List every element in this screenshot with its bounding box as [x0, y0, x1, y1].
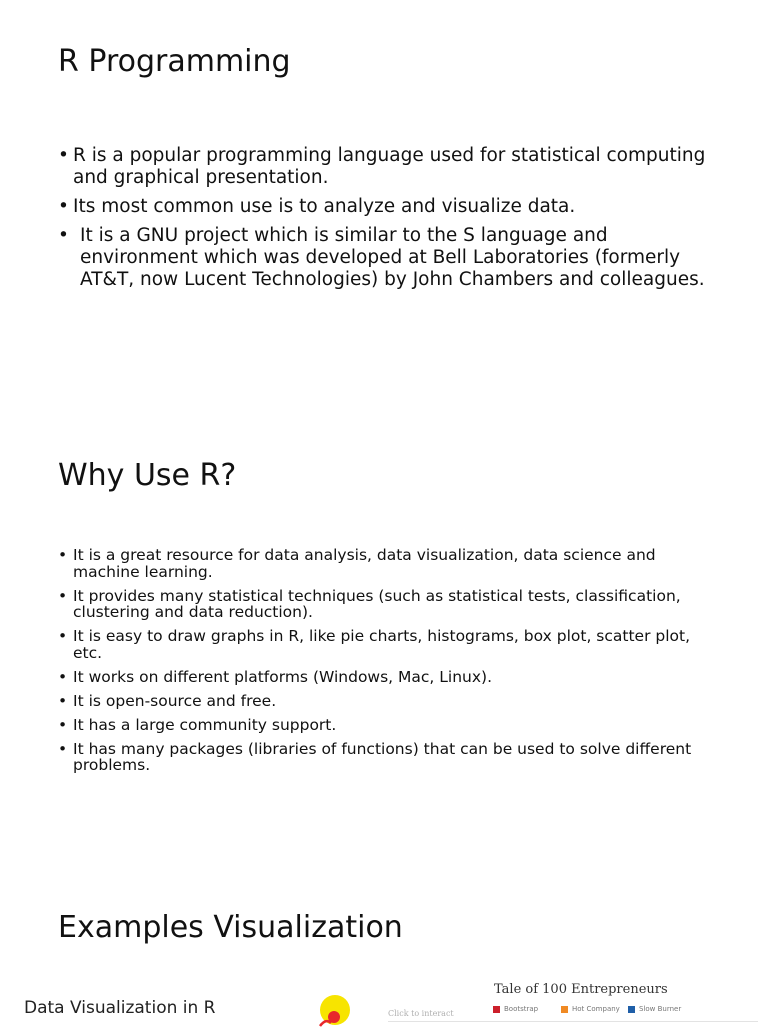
- bullet-text: It is a great resource for data analysis, data visualization, data science and machine learning.: [73, 546, 656, 581]
- bullet-item: [58, 547, 708, 580]
- legend-item-slow-burner: [628, 1004, 681, 1014]
- click-to-interact-text: Click to interact: [388, 1009, 454, 1018]
- bullet-item: [58, 693, 708, 710]
- section-title-why-use-r: Why Use R?: [58, 458, 237, 493]
- bullet-dot: •: [58, 627, 68, 645]
- chart-title: Tale of 100 Entrepreneurs: [494, 982, 668, 997]
- bullet-item: [58, 741, 708, 774]
- legend-label: Hot Company: [572, 1005, 620, 1013]
- bullet-dot: •: [58, 196, 69, 217]
- bullet-item: [58, 225, 708, 291]
- bullet-dot: •: [58, 739, 68, 758]
- bullet-text: It works on different platforms (Windows, Mac, Linux).: [73, 667, 493, 686]
- bullet-dot: •: [58, 715, 68, 734]
- why-use-r-bullet-list: [58, 547, 708, 781]
- bullet-dot: •: [58, 546, 68, 564]
- bullet-item: [58, 145, 708, 189]
- legend-swatch: [628, 1006, 635, 1013]
- bullet-dot: •: [58, 667, 68, 686]
- legend-label: Slow Burner: [639, 1005, 682, 1013]
- bullet-item: [58, 669, 708, 686]
- bullet-text: It has a large community support.: [73, 715, 337, 734]
- bullet-text: It is open-source and free.: [73, 691, 277, 710]
- legend-swatch: [561, 1006, 568, 1013]
- chart-divider: [388, 1021, 758, 1022]
- section-title-examples-visualization: Examples Visualization: [58, 910, 403, 945]
- bullet-text: It provides many statistical techniques (such as statistical tests, classification, clustering and data reduction).: [73, 586, 681, 621]
- bullet-dot: •: [58, 225, 69, 246]
- bullet-item: [58, 628, 708, 661]
- legend-label: Bootstrap: [504, 1005, 539, 1013]
- bullet-item: [58, 717, 708, 734]
- bullet-text: It is a GNU project which is similar to the S language and environment which was developed at Bell Laboratories (formerly AT&T, now Lucent Technologies) by John Chambers and colleagues.: [80, 225, 705, 290]
- bullet-item: [58, 196, 708, 218]
- bullet-text: Its most common use is to analyze and visualize data.: [73, 196, 576, 217]
- r-programming-bullet-list: [58, 145, 708, 298]
- bullet-text: It is easy to draw graphs in R, like pie charts, histograms, box plot, scatter plot, etc.: [73, 627, 691, 662]
- bullet-dot: •: [58, 691, 68, 710]
- section-title-r-programming: R Programming: [58, 44, 291, 79]
- bullet-text: R is a popular programming language used for statistical computing and graphical presentation.: [73, 145, 706, 188]
- bullet-dot: •: [58, 145, 69, 166]
- example-image-title: Data Visualization in R: [24, 998, 216, 1018]
- bullet-item: [58, 588, 708, 621]
- legend-item-hot-company: [561, 1004, 620, 1014]
- bullet-dot: •: [58, 586, 68, 605]
- bullet-text: It has many packages (libraries of functions) that can be used to solve different problems.: [73, 739, 692, 774]
- legend-swatch: [493, 1006, 500, 1013]
- legend-item-bootstrap: [493, 1004, 538, 1014]
